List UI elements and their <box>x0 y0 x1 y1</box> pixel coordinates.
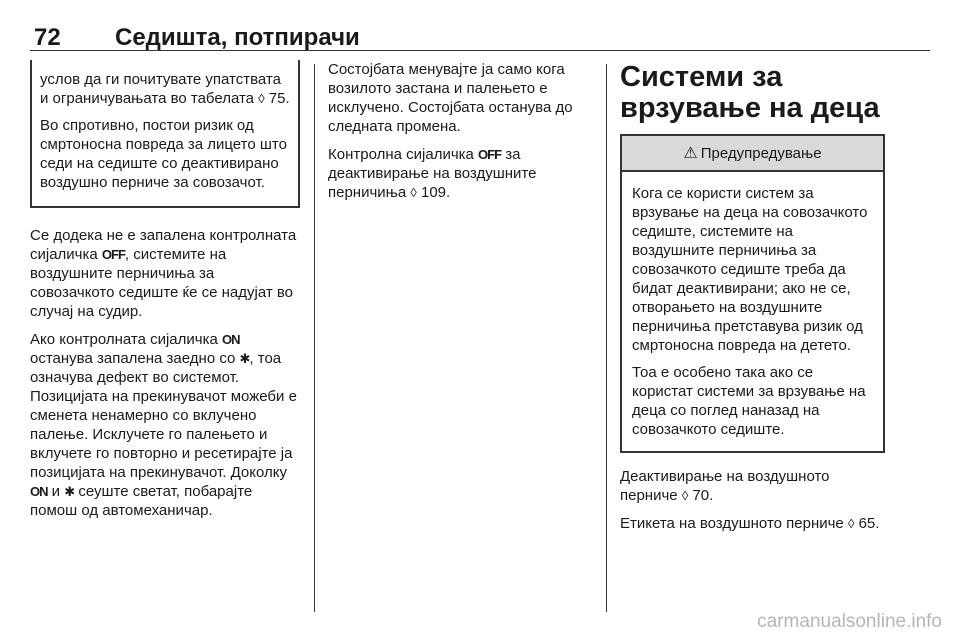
page-ref-icon: ◊ <box>847 516 855 531</box>
page-ref-link[interactable]: 65. <box>858 515 880 532</box>
paragraph: Тоа е особено така ако се користат системи за врзување на деца со поглед наназад на совозачкото седиште. <box>632 364 866 438</box>
warning-box <box>620 134 885 453</box>
page-ref-link[interactable]: 75. <box>268 90 290 107</box>
page-number: 72 <box>34 24 61 51</box>
paragraph: Контролна сијаличка OFF за деактивирање на воздушните перничиња ◊ 109. <box>328 146 537 201</box>
page-ref-link[interactable]: 109. <box>420 184 451 201</box>
page-ref-link[interactable]: 70. <box>692 487 714 504</box>
warning-header <box>622 136 883 172</box>
warning-icon: ⚠ <box>683 145 698 162</box>
column-2 <box>328 60 600 211</box>
section-title: Системи за врзување на деца <box>620 61 880 124</box>
paragraph: Ако контролната сијаличка ON останува запалена заедно со ✱, тоа означува дефект во системот. Позицијата на прекинувачот можеби е сменета ненамерно со вклучено палење. Исклучете го палењето и вклучете го повторно и ресетирајте ја позицијата на прекинувачот. Доколку ON и ✱ сеуште светат, побарајте помош од автомеханичар. <box>30 331 297 519</box>
column-3 <box>620 60 885 542</box>
airbag-on-icon: ON <box>222 332 240 347</box>
chapter-title: Седишта, потпирачи <box>115 24 360 51</box>
paragraph: Деактивирање на воздушното перниче ◊ 70. <box>620 468 830 504</box>
airbag-off-icon: OFF <box>478 147 502 162</box>
page-ref-icon: ◊ <box>258 91 265 106</box>
page-header <box>0 0 960 52</box>
airbag-fault-icon: ✱ <box>239 351 250 366</box>
column-divider-1 <box>314 64 315 612</box>
warning-label: Предупредување <box>700 144 822 162</box>
column-divider-2 <box>606 64 607 612</box>
airbag-off-icon: OFF <box>101 247 125 262</box>
header-divider <box>30 50 930 51</box>
paragraph: Етикета на воздушното перниче ◊ 65. <box>620 515 880 532</box>
paragraph: услов да ги почитувате упатствата и ограничувањата во табелата ◊ 75. <box>40 71 290 107</box>
warning-box-continued <box>30 60 300 208</box>
airbag-on-icon: ON <box>30 484 48 499</box>
warning-body <box>622 172 883 451</box>
page-ref-icon: ◊ <box>410 185 417 200</box>
paragraph: Во спротивно, постои ризик од смртоносна повреда за лицето што седи на седиште со деактивирано воздушно перниче за совозачот. <box>40 117 287 191</box>
page-ref-icon: ◊ <box>681 488 689 503</box>
watermark: carmanualsonline.info <box>757 611 942 632</box>
paragraph: Се додека не е запалена контролната сијаличка OFF, системите на воздушните перничиња за совозачкото седиште ќе се надујат во случај на судир. <box>30 227 297 320</box>
column-1 <box>30 60 300 529</box>
paragraph: Кога се користи систем за врзување на деца на совозачкото седиште, системите на воздушните перничиња за совозачкото седиште треба да бидат деактивирани; ако не се, отворањето на воздушните перничиња претставува ризик од смртоносна повреда на детето. <box>632 185 868 354</box>
airbag-fault-icon: ✱ <box>64 484 75 499</box>
paragraph: Состојбата менувајте ја само кога возилото застана и палењето е исклучено. Состојбата останува до следната промена. <box>328 61 573 135</box>
